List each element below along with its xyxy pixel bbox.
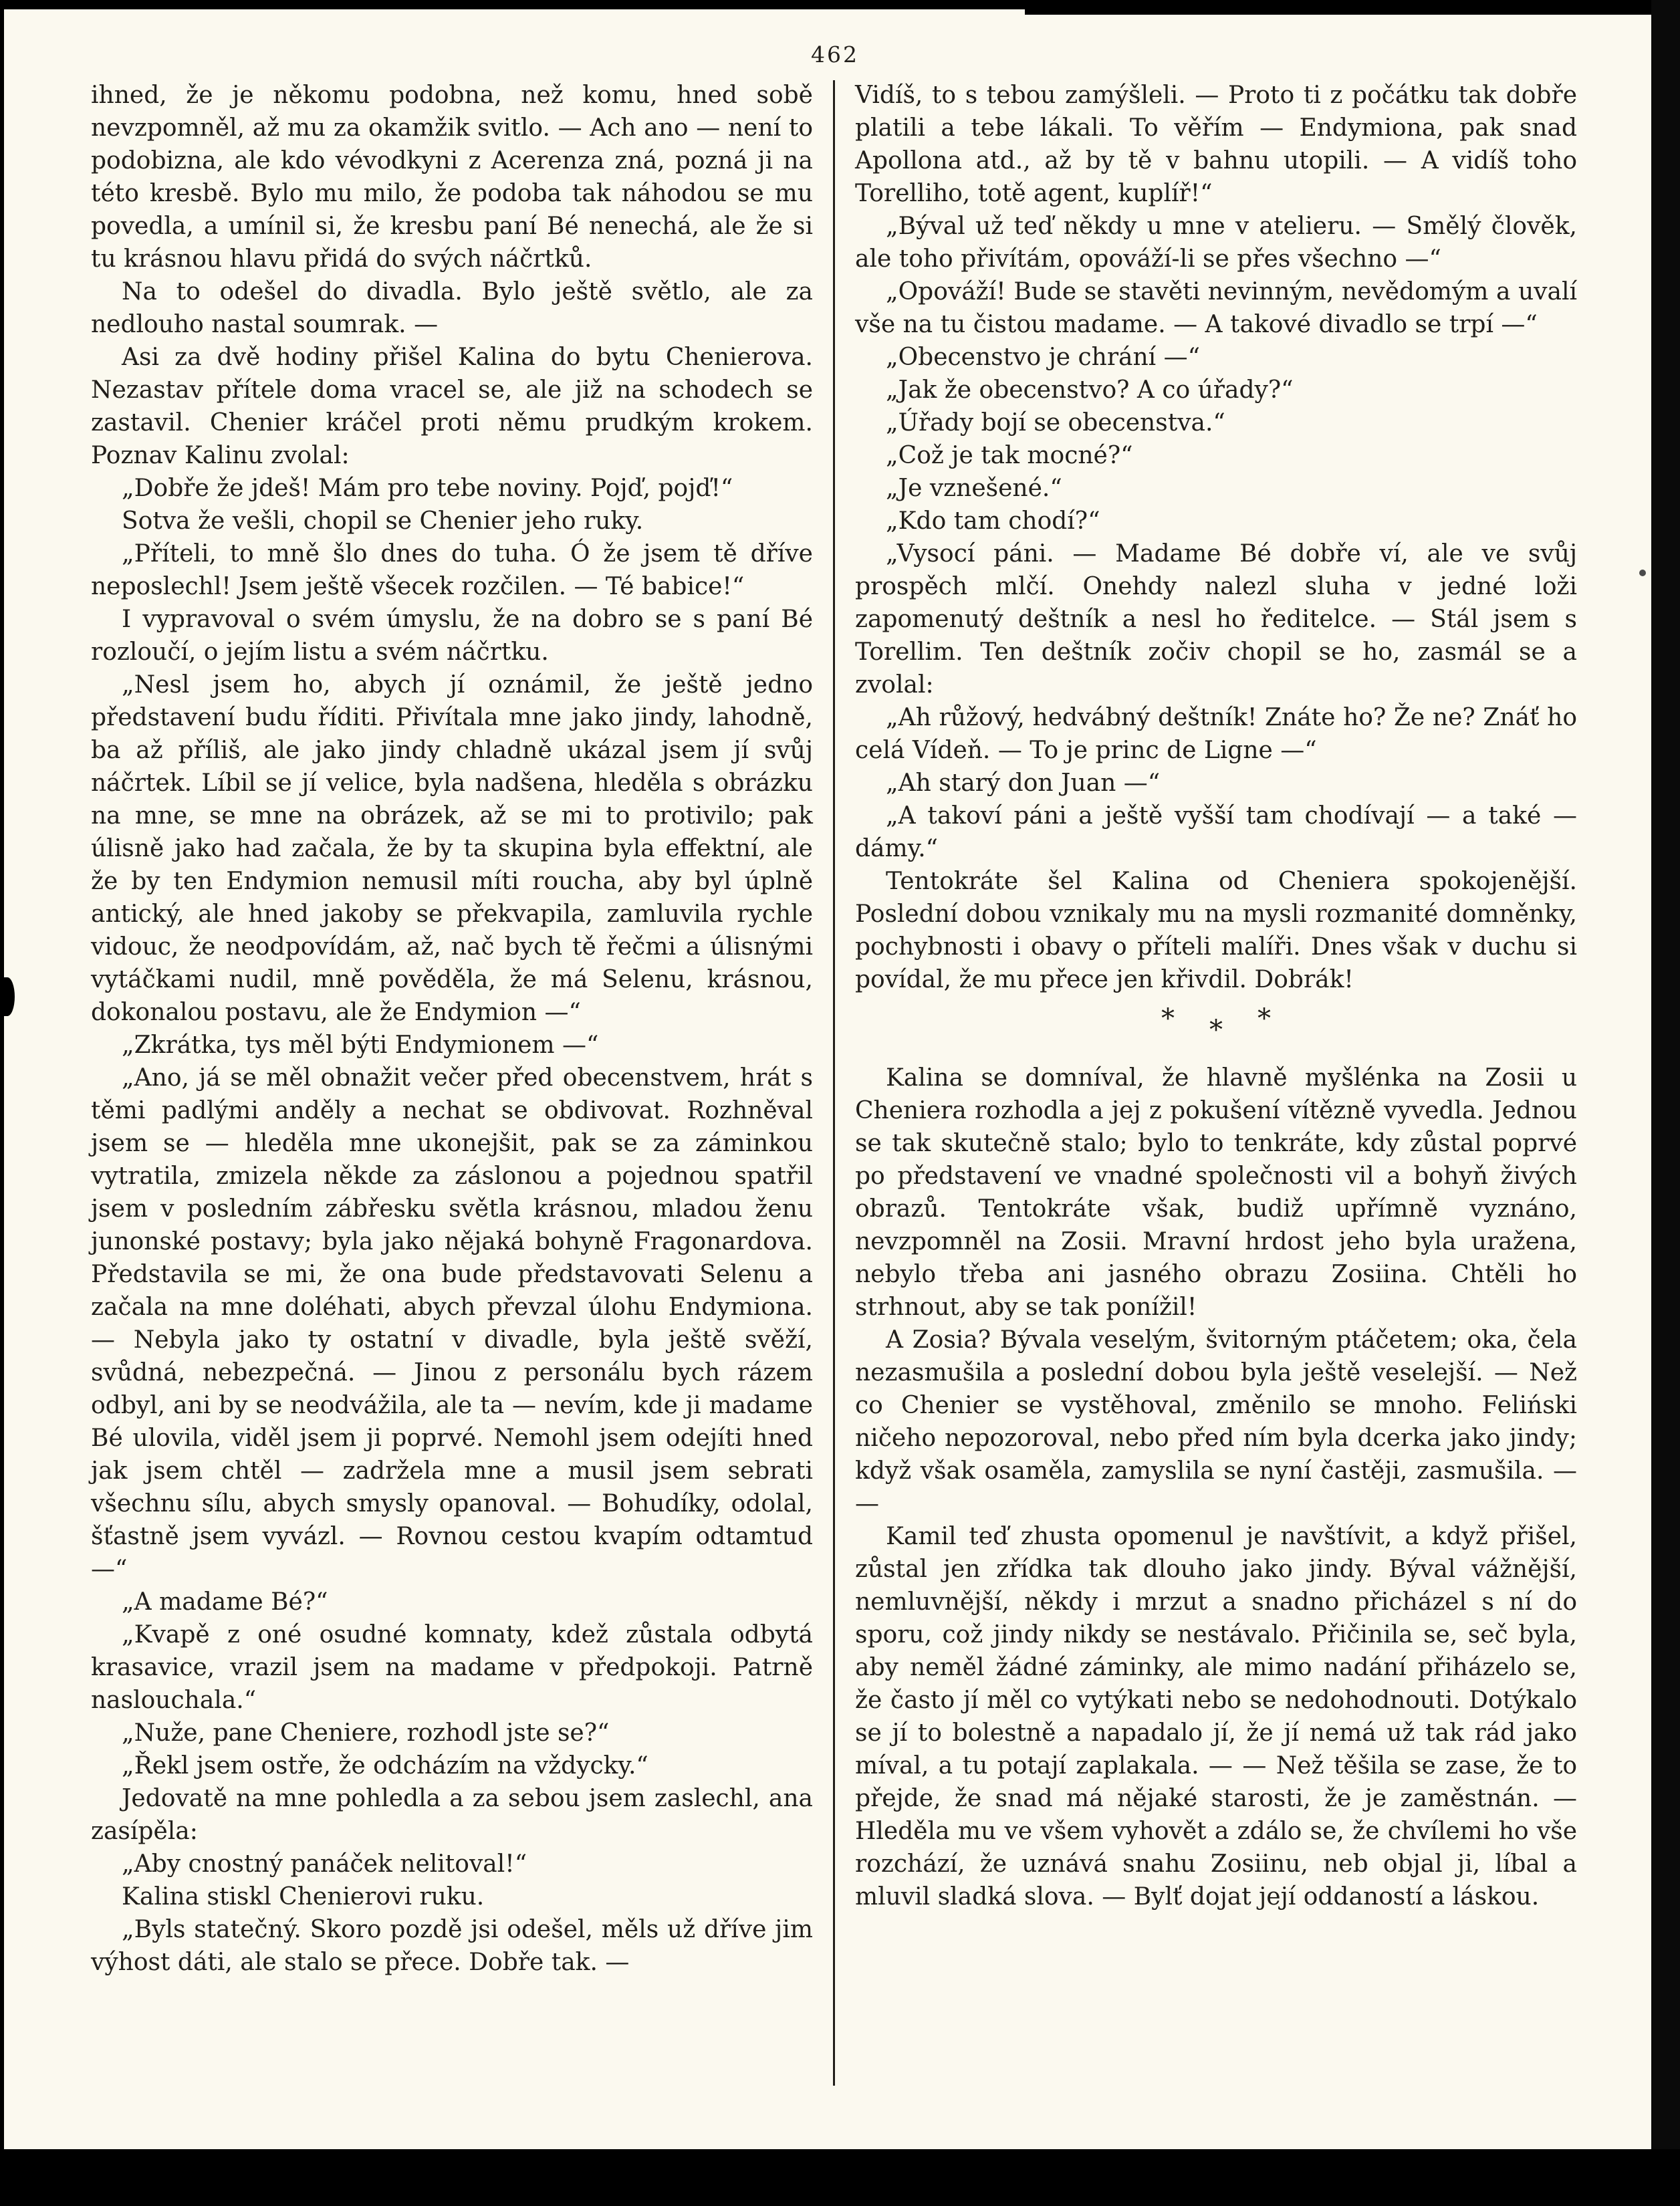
paragraph: „Kdo tam chodí?“ <box>886 507 1100 535</box>
column-divider-rule <box>833 80 835 2086</box>
paragraph: „Vysocí páni. — Madame Bé dobře ví, ale ve svůj prospěch mlčí. Onehdy nalezl sluha v jedné loži zapomenutý deštník a nesl ho ředitelce. — Stál jsem s Torellim. Ten deštník zočiv chopil se ho, zasmál se a zvolal: <box>855 540 1577 699</box>
paragraph: „Obecenstvo je chrání —“ <box>886 344 1201 371</box>
asterisk-ornament: * <box>1161 1003 1175 1034</box>
paragraph: „Úřady bojí se obecenstva.“ <box>886 409 1225 437</box>
right-column <box>855 79 1577 1913</box>
paragraph: Sotva že vešli, chopil se Chenier jeho ruky. <box>122 507 644 535</box>
scan-speck <box>0 977 15 1016</box>
paragraph: Kalina stiskl Chenierovi ruku. <box>122 1883 485 1911</box>
scan-edge-left <box>0 0 4 2206</box>
text-block <box>91 79 1577 2086</box>
scan-edge-top-right <box>1025 0 1680 15</box>
paragraph: „Ano, já se měl obnažit večer před obecenstvem, hrát s těmi padlými anděly a nechat se obdivovat. Rozhněval jsem se — hleděla mne ukonejšit, pak se za záminkou vytratila, zmizela někde za záslonou a pojednou spatřil jsem v posledním zábřesku světla krásnou, mladou ženu junonské postavy; byla jako nějaká bohyně Fragonardova. Představila se mi, že ona bude představovati Selenu a začala na mne doléhati, abych převzal úlohu Endymiona. — Nebyla jako ty ostatní v divadle, byla ještě svěží, svůdná, nebezpečná. — Jinou z personálu bych rázem odbyl, ani by se neodvážila, ale ta — nevím, kde ji madame Bé ulovila, viděl jsem ji poprvé. Nemohl jsem odejíti hned jak jsem chtěl — zadržela mne a musil jsem sebrati všechnu sílu, abych smysly opanoval. — Bohudíky, odolal, šťastně jsem vyvázl. — Rovnou cestou kvapím odtamtud —“ <box>91 1064 813 1583</box>
paragraph: „Což je tak mocné?“ <box>886 442 1133 469</box>
paragraph: „Byls statečný. Skoro pozdě jsi odešel, měls už dříve jim výhost dáti, ale stalo se přece. Dobře tak. — <box>91 1916 813 1976</box>
section-separator <box>855 1005 1577 1062</box>
paragraph: A Zosia? Bývala veselým, švitorným ptáčetem; oka, čela nezasmušila a poslední dobou byla ještě veselejší. — Než co Chenier se vystěhoval, změnilo se mnoho. Feliński ničeho nepozoroval, nebo před ním byla dcerka jako jindy; když však osaměla, zamyslila se nyní častěji, zasmušila. — — <box>855 1326 1577 1517</box>
paragraph: „Kvapě z oné osudné komnaty, kdež zůstala odbytá krasavice, vrazil jsem na madame v předpokoji. Patrně naslouchala.“ <box>91 1621 813 1714</box>
scan-edge-right <box>1651 0 1680 2206</box>
paragraph: „Řekl jsem ostře, že odcházím na vždycky.“ <box>122 1752 648 1780</box>
paragraph: „Opováží! Bude se stavěti nevinným, nevědomým a uvalí vše na tu čistou madame. — A takové divadlo se trpí —“ <box>855 278 1577 338</box>
paragraph: „Nesl jsem ho, abych jí oznámil, že ještě jedno představení budu říditi. Přivítala mne jako jindy, lahodně, ba až příliš, ale jako jindy chladně ukázal jsem jí svůj náčrtek. Líbil se jí velice, byla nadšena, hleděla s obrázku na mne, se mne na obrázek, až se mi to protivilo; pak úlisně jako had začala, že by ta skupina byla effektní, ale že by ten Endymion nemusil míti roucha, aby byl úplně antický, ale hned jakoby se překvapila, zamluvila rychle vidouc, že neodpovídám, až, nač bych tě řečmi a úlisnými vytáčkami nudil, mně pověděla, že má Selenu, krásnou, dokonalou postavu, ale že Endymion —“ <box>91 671 813 1026</box>
paragraph: „Ah růžový, hedvábný deštník! Znáte ho? Že ne? Znáť ho celá Vídeň. — To je princ de Ligne —“ <box>855 704 1577 764</box>
paragraph: „Nuže, pane Cheniere, rozhodl jste se?“ <box>122 1719 610 1747</box>
paragraph: „Aby cnostný panáček nelitoval!“ <box>122 1850 527 1878</box>
paragraph: Kalina se domníval, že hlavně myšlénka na Zosii u Cheniera rozhodla a jej z pokušení vítězně vyvedla. Jednou se tak skutečně stalo; bylo to tenkráte, kdy zůstal poprvé po představení ve vnadné společnosti vil a bohyň živých obrazů. Tentokráte však, budiž upřímně vyznáno, nevzpomněl na Zosii. Mravní hrdost jeho byla uražena, nebylo třeba ani jasného obrazu Zosiina. Chtěli ho strhnout, aby se tak ponížil! <box>855 1064 1577 1321</box>
paragraph: Tentokráte šel Kalina od Cheniera spokojenější. Poslední dobou vznikaly mu na mysli rozmanité domněnky, pochybnosti i obavy o příteli malíři. Dnes však v duchu si povídal, že mu přece jen křivdil. Dobrák! <box>855 868 1577 993</box>
paragraph: „Je vznešené.“ <box>886 475 1062 502</box>
left-column <box>91 79 813 1979</box>
paragraph: „Dobře že jdeš! Mám pro tebe noviny. Pojď, pojď!“ <box>122 475 733 502</box>
paragraph: Na to odešel do divadla. Bylo ještě světlo, ale za nedlouho nastal soumrak. — <box>91 278 813 338</box>
paragraph: I vypravoval o svém úmyslu, že na dobro se s paní Bé rozloučí, o jejím listu a svém náčrtku. <box>91 606 813 666</box>
paragraph: Vidíš, to s tebou zamýšleli. — Proto ti z počátku tak dobře platili a tebe lákali. To věřím — Endymiona, pak snad Apollona atd., až by tě v bahnu utopili. — A vidíš toho Torelliho, totě agent, kuplíř!“ <box>855 82 1577 207</box>
paragraph: Jedovatě na mne pohledla a za sebou jsem zaslechl, ana zasípěla: <box>91 1785 813 1845</box>
asterisk-ornament: * <box>1209 1015 1223 1046</box>
paragraph: Asi za dvě hodiny přišel Kalina do bytu Chenierova. Nezastav přítele doma vracel se, ale již na schodech se zastavil. Chenier kráčel proti němu prudkým krokem. Poznav Kalinu zvolal: <box>91 344 813 469</box>
page-number: 462 <box>811 41 859 68</box>
paragraph: „A madame Bé?“ <box>122 1588 328 1616</box>
paragraph: „A takoví páni a ještě vyšší tam chodívají — a také — dámy.“ <box>855 802 1577 862</box>
asterisk-ornament: * <box>1257 1003 1271 1034</box>
paragraph: ihned, že je někomu podobna, než komu, hned sobě nevzpomněl, až mu za okamžik svitlo. — Ach ano — není to podobizna, ale kdo vévodkyni z Acerenza zná, pozná ji na této kresbě. Bylo mu milo, že podoba tak náhodou se mu povedla, a umínil si, že kresbu paní Bé nenechá, ale že si tu krásnou hlavu přidá do svých náčrtků. <box>91 82 813 273</box>
paragraph: Kamil teď zhusta opomenul je navštívit, a když přišel, zůstal jen zřídka tak dlouho jako jindy. Býval vážnější, nemluvnější, někdy i mrzut a snadno přicházel s ní do sporu, což jindy nikdy se nestávalo. Přičinila se, seč byla, aby neměl žádné záminky, ale mimo nadání přiházelo se, že často jí měl co vytýkati nebo se nedohodnouti. Dotýkalo se jí to bolestně a napadalo jí, že jí nemá už tak rád jako míval, a tu potají zaplakala. — — Než těšila se zase, že to přejde, že snad má nějaké starosti, že je zaměstnán. — Hleděla mu ve všem vyhovět a zdálo se, že chvílemi ho vše rozchází, že uznává snahu Zosiinu, neb objal ji, líbal a mluvil sladká slova. — Bylť dojat její oddaností a láskou. <box>855 1523 1577 1911</box>
paragraph: „Jak že obecenstvo? A co úřady?“ <box>886 376 1294 404</box>
scan-edge-bottom <box>0 2149 1680 2206</box>
paragraph: „Zkrátka, tys měl býti Endymionem —“ <box>122 1031 599 1059</box>
scan-speck <box>1639 570 1646 576</box>
paragraph: „Příteli, to mně šlo dnes do tuha. Ó že jsem tě dříve neposlechl! Jsem ještě všecek rozčilen. — Té babice!“ <box>91 540 813 600</box>
paragraph: „Ah starý don Juan —“ <box>886 769 1161 797</box>
paragraph: „Býval už teď někdy u mne v atelieru. — Smělý člověk, ale toho přivítám, opováží-li se přes všechno —“ <box>855 213 1577 273</box>
